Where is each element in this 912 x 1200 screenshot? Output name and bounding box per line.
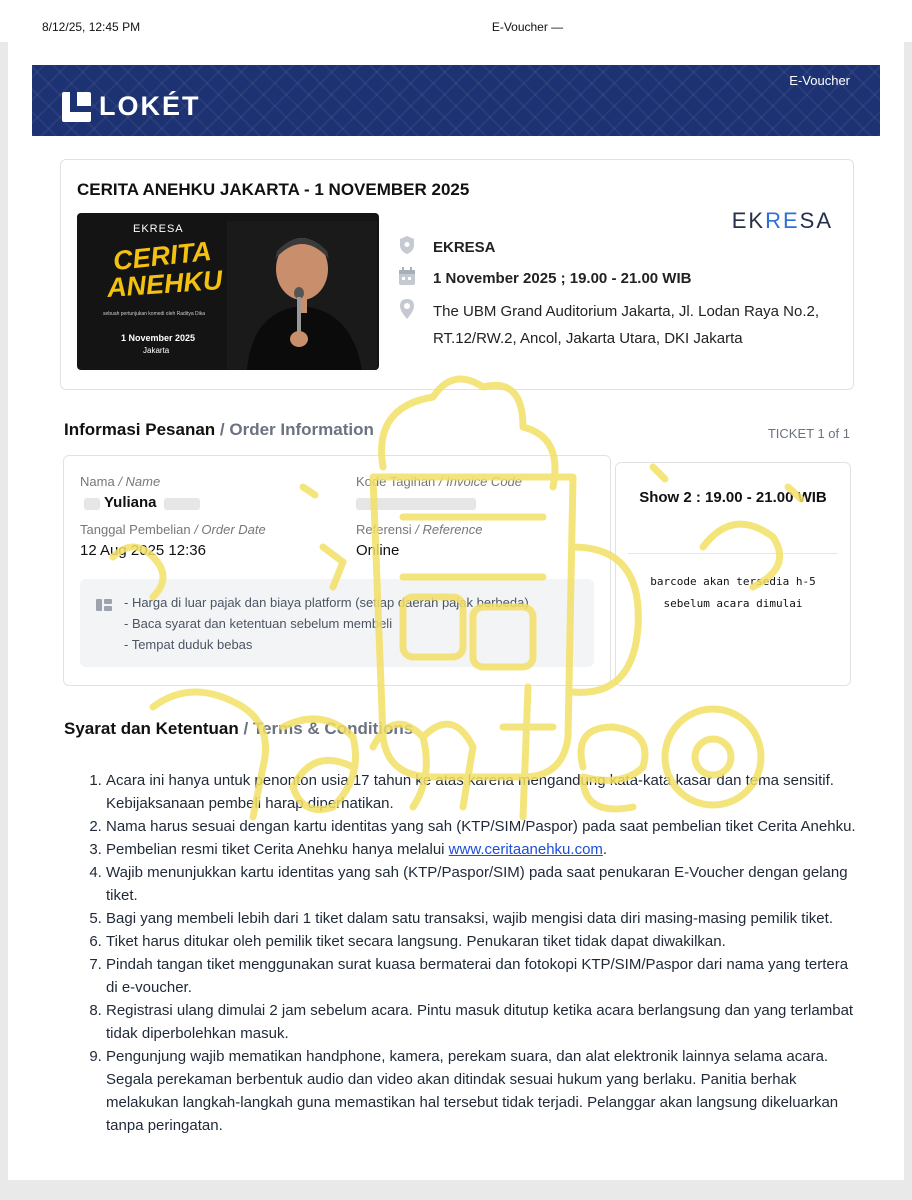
show-card bbox=[615, 462, 851, 686]
reference-value: Online bbox=[356, 542, 400, 559]
order-notes bbox=[80, 579, 594, 667]
show-time: Show 2 : 19.00 - 21.00 WIB bbox=[639, 489, 827, 506]
performer-image bbox=[227, 221, 377, 370]
event-title: CERITA ANEHKU JAKARTA - 1 NOVEMBER 2025 bbox=[77, 180, 470, 199]
order-date-label-id: Tanggal Pembelian bbox=[80, 522, 191, 537]
organizer-name: EKRESA bbox=[433, 239, 496, 256]
print-title: E-Voucher — bbox=[491, 20, 564, 34]
terms-item: 6. Tiket harus ditukar oleh pemilik tiket secara langsung. Penukaran tiket tidak dapat diwakilkan. bbox=[106, 930, 862, 953]
terms-item: 7. Pindah tangan tiket menggunakan surat kuasa bermaterai dan fotokopi KTP/SIM/Paspor dari nama yang tertera di e-voucher. bbox=[106, 953, 862, 999]
terms-item-text: . bbox=[602, 841, 608, 858]
event-datetime: 1 November 2025 ; 19.00 - 21.00 WIB bbox=[433, 270, 692, 287]
terms-list bbox=[86, 769, 862, 1137]
invoice-label-en: / Invoice Code bbox=[438, 474, 523, 489]
terms-item: 5. Bagi yang membeli lebih dari 1 tiket dalam satu transaksi, wajib mengisi data diri masing-masing pemilik tiket. bbox=[106, 907, 862, 930]
print-header bbox=[0, 0, 912, 42]
voucher-page bbox=[8, 42, 904, 1180]
event-venue: The UBM Grand Auditorium Jakarta, Jl. Lodan Raya No.2, RT.12/RW.2, Ancol, Jakarta Utara, DKI Jakarta bbox=[433, 303, 820, 347]
banner-label: E-Voucher bbox=[789, 73, 850, 88]
ticket-count: TICKET 1 of 1 bbox=[767, 426, 850, 441]
poster-date: 1 November 2025 bbox=[121, 333, 196, 343]
order-section-title-id: Informasi Pesanan bbox=[64, 420, 216, 439]
show-divider bbox=[628, 553, 838, 554]
name-value: Yuliana bbox=[104, 494, 157, 511]
calendar-icon bbox=[397, 265, 417, 287]
order-date-label-en: / Order Date bbox=[194, 522, 266, 537]
note-item: - Tempat duduk bebas bbox=[124, 637, 253, 652]
poster-title-line2: ANEHKU bbox=[106, 265, 224, 303]
barcode-note-line: barcode akan tersedia h-5 bbox=[650, 575, 816, 588]
loket-logo bbox=[62, 91, 201, 122]
venue-row bbox=[397, 298, 833, 352]
barcode-note-line: sebelum acara dimulai bbox=[663, 597, 803, 610]
barcode-note bbox=[616, 571, 850, 615]
terms-item: 2. Nama harus sesuai dengan kartu identitas yang sah (KTP/SIM/Paspor) pada saat pembelian tiket Cerita Anehku. bbox=[106, 815, 862, 838]
terms-item: 4. Wajib menunjukkan kartu identitas yang sah (KTP/Paspor/SIM) pada saat penukaran E-Voucher dengan gelang tiket. bbox=[106, 861, 862, 907]
poster-brand: EKRESA bbox=[133, 223, 184, 235]
voucher-banner bbox=[32, 65, 880, 136]
note-item: - Harga di luar pajak dan biaya platform (setiap daerah pajak berbeda) bbox=[124, 595, 529, 610]
print-datetime: 8/12/25, 12:45 PM bbox=[42, 20, 141, 34]
organizer-logo-part: EK bbox=[731, 208, 766, 233]
terms-item bbox=[106, 838, 862, 861]
reference-label-en: / Reference bbox=[415, 522, 483, 537]
organizer-logo bbox=[732, 208, 833, 234]
event-poster bbox=[77, 213, 379, 370]
name-label-id: Nama bbox=[80, 474, 115, 489]
order-date-value: 12 Aug 2025 12:36 bbox=[80, 542, 206, 559]
invoice-label-id: Kode Tagihan bbox=[356, 474, 436, 489]
redacted-name-suffix bbox=[164, 498, 200, 510]
organizer-row bbox=[397, 234, 496, 261]
reference-label-id: Referensi bbox=[356, 522, 412, 537]
poster-subtitle: sebuah pertunjukan komedi oleh Raditya Dika bbox=[102, 311, 205, 317]
redacted-invoice-code bbox=[356, 498, 476, 510]
organizer-logo-part: SA bbox=[799, 208, 833, 233]
note-item: - Baca syarat dan ketentuan sebelum membeli bbox=[124, 616, 393, 631]
organizer-logo-accent: RE bbox=[765, 208, 800, 233]
order-section-title-en: / Order Information bbox=[219, 420, 374, 439]
terms-section-title-id: Syarat dan Ketentuan bbox=[64, 719, 239, 738]
location-pin-icon bbox=[397, 298, 417, 320]
order-card bbox=[63, 455, 611, 686]
name-label-en: / Name bbox=[118, 474, 161, 489]
terms-item: 8. Registrasi ulang dimulai 2 jam sebelum acara. Pintu masuk ditutup ketika acara berlangsung dan yang terlambat tidak diperbolehkan masuk. bbox=[106, 999, 862, 1045]
name-label bbox=[80, 474, 160, 489]
poster-title-line1: CERITA bbox=[111, 235, 213, 277]
terms-section-title-en: / Terms & Conditions bbox=[243, 719, 414, 738]
invoice-label bbox=[356, 474, 522, 489]
official-site-link[interactable]: www.ceritaanehku.com bbox=[448, 841, 603, 858]
datetime-row bbox=[397, 265, 691, 292]
terms-item-text: Pembelian resmi tiket Cerita Anehku hanya melalui bbox=[106, 841, 449, 858]
event-card bbox=[60, 159, 854, 390]
order-date-label bbox=[80, 522, 266, 537]
loket-logo-text: LOKÉT bbox=[99, 91, 201, 121]
terms-section-title bbox=[64, 719, 413, 739]
poster-city: Jakarta bbox=[143, 346, 170, 355]
order-section-title bbox=[64, 420, 374, 440]
redacted-name-prefix bbox=[84, 498, 100, 510]
terms-item: 9. Pengunjung wajib mematikan handphone, kamera, perekam suara, dan alat elektronik lainnya selama acara. Segala perekaman berbentuk audio dan video akan ditindak sesuai hukum yang berlaku. Panitia berhak melakukan langkah-langkah guna memastikan hal tersebut tidak terjadi. Pelanggar akan langsung dikeluarkan tanpa peringatan. bbox=[106, 1045, 862, 1137]
terms-item: 1. Acara ini hanya untuk penonton usia 17 tahun ke atas karena mengandung kata-kata kasar dan tema sensitif. Kebijaksanaan pembeli harap diperhatikan. bbox=[106, 769, 862, 815]
shield-icon bbox=[397, 234, 417, 256]
notes-icon bbox=[96, 599, 112, 611]
reference-label bbox=[356, 522, 482, 537]
loket-logo-icon bbox=[62, 92, 91, 122]
